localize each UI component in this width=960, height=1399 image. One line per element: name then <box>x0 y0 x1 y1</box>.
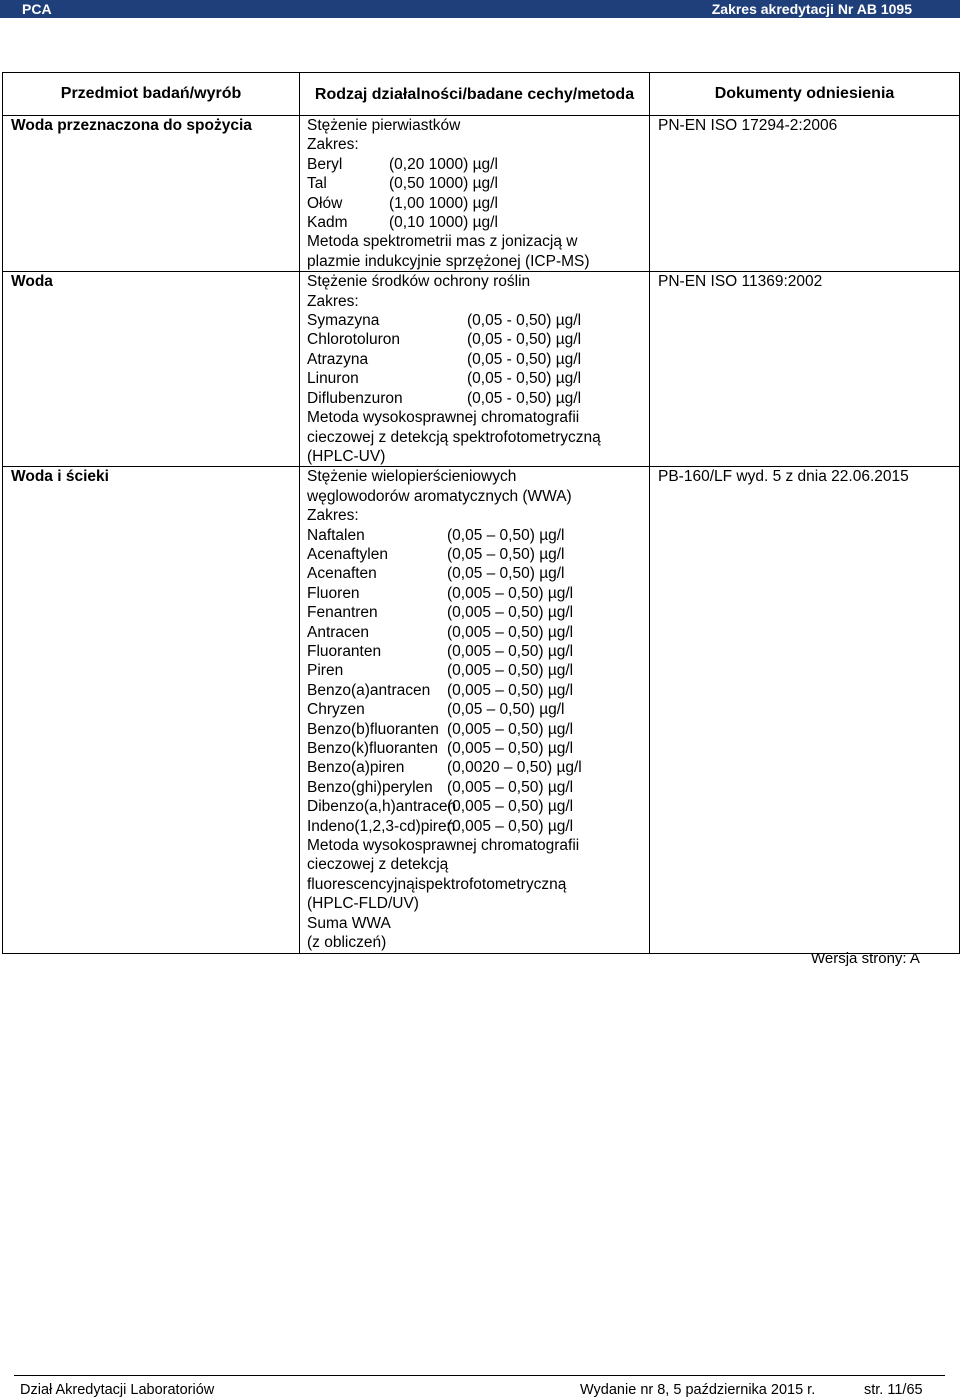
cell-reference: PB-160/LF wyd. 5 z dnia 22.06.2015 <box>650 467 960 954</box>
analyte-name: Tal <box>307 175 327 193</box>
analyte-name: Fluoranten <box>307 642 382 660</box>
analyte-range: (0,05 - 0,50) µg/l <box>467 331 582 349</box>
analyte-name: Acenaften <box>307 565 377 583</box>
analyte-name: Benzo(a)antracen <box>307 681 431 699</box>
range-item <box>307 545 649 564</box>
analyte-name: Dibenzo(a,h)antracen <box>307 798 457 816</box>
analyte-name: Atrazyna <box>307 350 369 368</box>
range-item <box>307 603 649 622</box>
analyte-name: Benzo(b)fluoranten <box>307 720 439 738</box>
range-item <box>307 526 649 545</box>
range-item <box>307 155 649 174</box>
analyte-range: (0,005 – 0,50) µg/l <box>447 642 574 660</box>
page-header <box>0 0 960 18</box>
analyte-range: (0,005 – 0,50) µg/l <box>447 662 574 680</box>
method-line: cieczowej z detekcją spektrofotometryczną <box>307 428 601 446</box>
analyte-name: Antracen <box>307 623 370 641</box>
analyte-range: (0,05 – 0,50) µg/l <box>447 565 565 583</box>
analyte-range: (0,05 – 0,50) µg/l <box>447 526 565 544</box>
cell-subject: Woda i ścieki <box>3 467 300 954</box>
method-line: (HPLC-FLD/UV) <box>307 895 419 913</box>
analyte-name: Indeno(1,2,3-cd)piren <box>307 817 456 835</box>
method-line: Stężenie środków ochrony roślin <box>307 273 531 291</box>
analyte-name: Fluoren <box>307 584 360 602</box>
analyte-range: (0,05 - 0,50) µg/l <box>467 350 582 368</box>
page-version: Wersja strony: A <box>811 950 920 967</box>
analyte-name: Piren <box>307 662 344 680</box>
header-subject: Przedmiot badań/wyrób <box>3 73 300 116</box>
footer-department: Dział Akredytacji Laboratoriów <box>20 1382 215 1398</box>
method-line: Metoda wysokosprawnej chromatografii <box>307 409 580 427</box>
method-line: cieczowej z detekcją <box>307 856 449 874</box>
table-header-row <box>3 73 960 116</box>
method-line: węglowodorów aromatycznych (WWA) <box>307 487 572 505</box>
method-line: Zakres: <box>307 136 359 154</box>
analyte-name: Fenantren <box>307 604 378 622</box>
cell-method <box>300 467 650 954</box>
analyte-range: (0,05 – 0,50) µg/l <box>447 545 565 563</box>
header-org: PCA <box>22 1 52 17</box>
table-row <box>3 116 960 272</box>
analyte-range: (0,05 – 0,50) µg/l <box>447 701 565 719</box>
method-line: Zakres: <box>307 507 359 525</box>
analyte-range: (0,10 1000) µg/l <box>389 214 498 232</box>
method-line: Stężenie wielopierścieniowych <box>307 468 517 486</box>
range-item <box>307 330 649 349</box>
method-line: Suma WWA <box>307 914 391 932</box>
range-item <box>307 661 649 680</box>
method-line: fluorescencyjnąispektrofotometryczną <box>307 875 567 893</box>
method-line: Stężenie pierwiastków <box>307 117 461 134</box>
range-item <box>307 758 649 777</box>
analyte-range: (0,05 - 0,50) µg/l <box>467 389 582 407</box>
header-reference: Dokumenty odniesienia <box>650 73 960 116</box>
method-line: Zakres: <box>307 292 359 310</box>
analyte-name: Chryzen <box>307 701 365 719</box>
cell-reference: PN-EN ISO 11369:2002 <box>650 272 960 467</box>
range-item <box>307 311 649 330</box>
range-item <box>307 584 649 603</box>
range-item <box>307 564 649 583</box>
analyte-name: Beryl <box>307 155 343 173</box>
table-row <box>3 467 960 954</box>
header-title: Zakres akredytacji Nr AB 1095 <box>711 1 912 17</box>
range-item <box>307 681 649 700</box>
analyte-name: Ołów <box>307 194 343 212</box>
analyte-name: Acenaftylen <box>307 545 388 563</box>
analyte-name: Kadm <box>307 214 348 232</box>
footer-divider <box>14 1375 945 1376</box>
analyte-name: Benzo(ghi)perylen <box>307 778 433 796</box>
analyte-range: (0,20 1000) µg/l <box>389 155 498 173</box>
analyte-range: (0,005 – 0,50) µg/l <box>447 817 574 835</box>
cell-method <box>300 272 650 467</box>
method-line: Metoda spektrometrii mas z jonizacją w <box>307 233 578 251</box>
range-item <box>307 194 649 213</box>
analyte-name: Benzo(a)piren <box>307 759 405 777</box>
range-item <box>307 174 649 193</box>
range-item <box>307 350 649 369</box>
table-row <box>3 272 960 467</box>
range-item <box>307 623 649 642</box>
cell-subject: Woda przeznaczona do spożycia <box>3 116 300 272</box>
analyte-name: Symazyna <box>307 312 380 330</box>
analyte-range: (0,005 – 0,50) µg/l <box>447 740 574 757</box>
cell-reference: PN-EN ISO 17294-2:2006 <box>650 116 960 272</box>
range-item <box>307 700 649 719</box>
analyte-range: (0,005 – 0,50) µg/l <box>447 623 574 641</box>
range-item <box>307 369 649 388</box>
analyte-range: (0,005 – 0,50) µg/l <box>447 720 574 738</box>
analyte-range: (0,005 – 0,50) µg/l <box>447 604 574 622</box>
range-item <box>307 720 649 739</box>
analyte-name: Benzo(k)fluoranten <box>307 740 438 757</box>
cell-subject: Woda <box>3 272 300 467</box>
range-item <box>307 213 649 232</box>
footer-edition: Wydanie nr 8, 5 października 2015 r. <box>580 1382 816 1398</box>
analyte-range: (1,00 1000) µg/l <box>389 194 498 212</box>
analyte-name: Linuron <box>307 370 359 388</box>
accreditation-table <box>2 72 960 954</box>
method-line: (HPLC-UV) <box>307 447 386 465</box>
analyte-name: Chlorotoluron <box>307 331 401 349</box>
analyte-range: (0,005 – 0,50) µg/l <box>447 584 574 602</box>
analyte-range: (0,0020 – 0,50) µg/l <box>447 759 582 777</box>
method-line: plazmie indukcyjnie sprzężonej (ICP-MS) <box>307 252 590 270</box>
analyte-range: (0,05 - 0,50) µg/l <box>467 370 582 388</box>
footer-page-number: str. 11/65 <box>864 1382 923 1398</box>
analyte-name: Naftalen <box>307 526 365 544</box>
method-line: Metoda wysokosprawnej chromatografii <box>307 837 580 855</box>
header-method: Rodzaj działalności/badane cechy/metoda <box>300 73 650 116</box>
analyte-range: (0,005 – 0,50) µg/l <box>447 778 574 796</box>
range-item <box>307 389 649 408</box>
range-item <box>307 739 649 758</box>
range-item <box>307 817 649 836</box>
method-line: (z obliczeń) <box>307 934 387 952</box>
range-item <box>307 778 649 797</box>
analyte-range: (0,005 – 0,50) µg/l <box>447 798 574 816</box>
cell-method <box>300 116 650 272</box>
analyte-range: (0,005 – 0,50) µg/l <box>447 681 574 699</box>
analyte-range: (0,50 1000) µg/l <box>389 175 498 193</box>
range-item <box>307 642 649 661</box>
analyte-range: (0,05 - 0,50) µg/l <box>467 312 582 330</box>
range-item <box>307 797 649 816</box>
analyte-name: Diflubenzuron <box>307 389 403 407</box>
